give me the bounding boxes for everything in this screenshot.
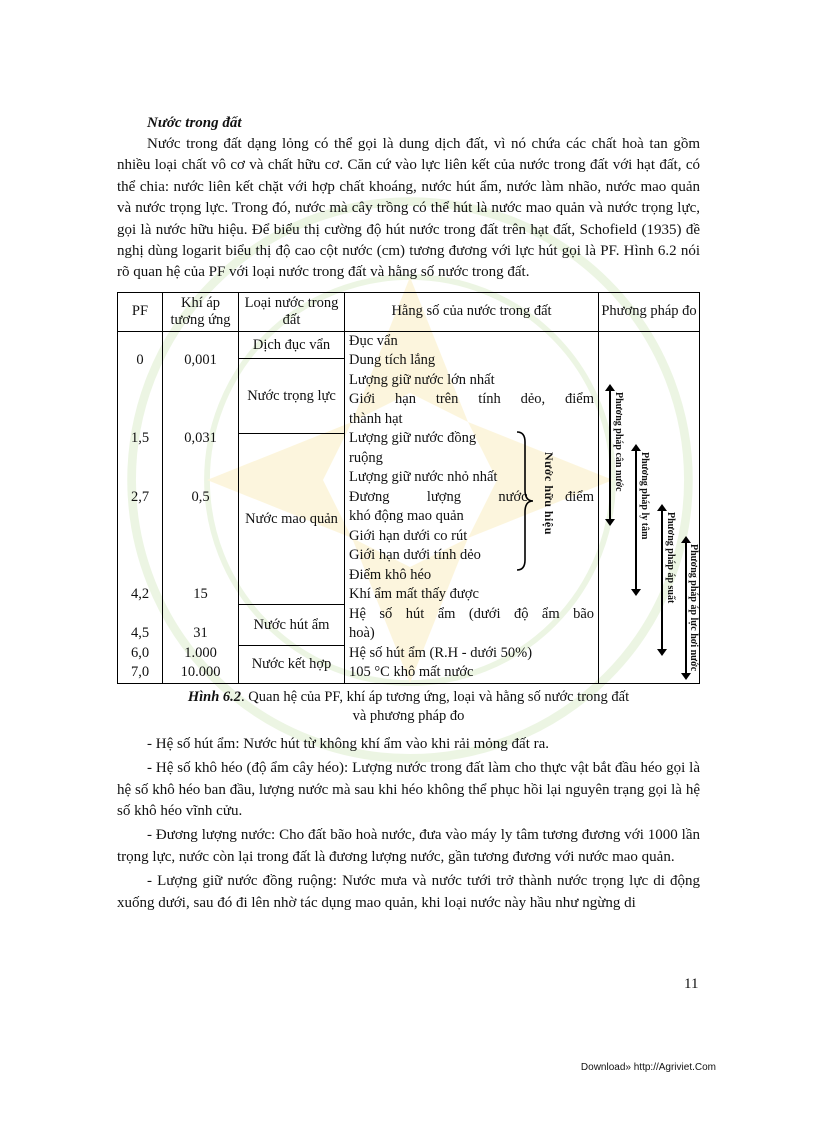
table-cell <box>163 449 238 469</box>
table-cell: 4,2 <box>130 586 150 603</box>
page-number: 11 <box>684 976 699 992</box>
method-arrow-4 <box>685 542 687 674</box>
table-cell: 15 <box>193 586 208 603</box>
figure-caption <box>117 688 700 726</box>
table-cell: 2,7 <box>130 488 150 505</box>
footer-link[interactable]: Download» http://Agriviet.Com <box>580 1062 716 1073</box>
constant-line: Dung tích lắng <box>349 352 436 369</box>
table-cell <box>163 410 238 430</box>
constant-line: Khí ẩm mất thấy được <box>349 586 479 603</box>
constant-line: Đục vẩn <box>349 332 398 349</box>
table-cell <box>163 468 238 488</box>
constant-line: 105 °C khô mất nước <box>349 664 474 681</box>
constant-line: thành hạt <box>349 410 403 427</box>
table-cell: 7,0 <box>130 664 150 681</box>
water-type-turbid: Dịch đục vẩn <box>239 332 344 359</box>
constant-line: Giới hạn dưới co rút <box>349 527 468 544</box>
constant-line: khó động mao quản <box>349 508 464 525</box>
table-cell <box>163 605 238 625</box>
table-cell: 6,0 <box>130 644 150 661</box>
pf-column <box>118 331 163 683</box>
caption-label: Hình 6.2 <box>187 688 242 705</box>
table-cell: 0,031 <box>184 430 217 447</box>
section-title: Nước trong đất <box>147 115 242 131</box>
table-cell <box>118 468 162 488</box>
constant-line: Hệ số hút ẩm (dưới độ ẩm bão <box>349 605 594 622</box>
constant-line: hoà) <box>349 625 375 642</box>
table-cell <box>118 449 162 469</box>
water-type-capillary: Nước mao quản <box>239 434 344 605</box>
water-type-column <box>239 331 345 683</box>
constant-line: Lượng giữ nước nhỏ nhất <box>349 469 498 486</box>
method-arrow-3 <box>661 510 663 650</box>
table-cell <box>163 371 238 391</box>
constant-line: Lượng giữ nước đồng <box>349 430 477 447</box>
caption-text-2: và phương pháp đo <box>352 707 465 724</box>
table-cell <box>118 527 162 547</box>
table-cell <box>118 410 162 430</box>
table-cell: 0,001 <box>184 352 217 369</box>
method-label-4: Phương pháp áp lực hơi nước <box>688 543 699 671</box>
method-column <box>599 331 700 683</box>
intro-paragraph: Nước trong đất dạng lỏng có thể gọi là dung dịch đất, vì nó chứa các chất hoà tan gồm nhiều loại chất vô cơ và chất hữu cơ. Căn cứ vào lực liên kết của nước trong đất với hạt đất, có thể chia: nước liên kết chặt với hợp chất khoáng, nước hút ẩm, nước làm nhão, nước mao quản và nước trọng lực. Trong đó, nước mà cây trồng có thể hút là nước mao quản và nước trọng lực, gọi là nước hữu hiệu. Để biểu thị cường độ hút nước trong đất trên hạt đất, Schofield (1935) đề nghị dùng logarit biểu thị độ cao cột nước (cm) tương đương với lực hút gọi là PF. Hình 6.2 nói rõ quan hệ của PF với loại nước trong đất và hằng số nước trong đất. <box>117 136 700 281</box>
header-method: Phương pháp đo <box>599 292 700 331</box>
table-cell <box>118 605 162 625</box>
table-cell: 4,5 <box>130 625 150 642</box>
table-cell: 0 <box>136 352 144 369</box>
effective-water-label: Nước hữu hiệu <box>542 451 556 535</box>
header-water-type: Loại nước trong đất <box>239 292 345 331</box>
header-pf: PF <box>118 292 163 331</box>
definitions <box>117 734 700 914</box>
table-cell <box>118 390 162 410</box>
header-pressure: Khí áp tương ứng <box>163 292 239 331</box>
table-cell <box>163 527 238 547</box>
constant-column <box>345 331 599 683</box>
method-label-3: Phương pháp áp suất <box>665 511 676 604</box>
water-type-gravity: Nước trọng lực <box>239 359 344 434</box>
table-cell <box>118 546 162 566</box>
definition-wilting: - Hệ số khô héo (độ ẩm cây héo): Lượng nước trong đất làm cho thực vật bắt đầu héo gọi là hệ số khô héo ban đầu, lượng nước mà sau khi héo không thể phục hồi lại nguyên trạng gọi là hệ số khô héo vĩnh cửu. <box>117 760 700 820</box>
header-constant: Hằng số của nước trong đất <box>345 292 599 331</box>
table-cell: 1.000 <box>184 644 217 661</box>
constant-line: Giới hạn trên tính dẻo, điểm <box>349 391 594 408</box>
table-cell: 0,5 <box>191 488 210 505</box>
table-cell <box>163 390 238 410</box>
table-cell <box>118 332 162 352</box>
definition-hygroscopic: - Hệ số hút ẩm: Nước hút từ không khí ẩm vào khi rải mỏng đất ra. <box>147 735 550 752</box>
table-cell <box>163 566 238 586</box>
page-content <box>117 112 700 914</box>
table-cell <box>163 332 238 352</box>
water-type-bound: Nước kết hợp <box>251 656 332 673</box>
water-type-hygroscopic: Nước hút ẩm <box>239 605 344 646</box>
table-cell <box>118 566 162 586</box>
table-cell <box>118 507 162 527</box>
constant-line: ruộng <box>349 449 383 466</box>
table-header-row <box>118 292 700 331</box>
brace-icon <box>515 430 535 572</box>
method-label-1: Phương pháp cân nước <box>613 391 624 492</box>
method-arrow-2 <box>635 450 637 590</box>
constant-line: Giới hạn dưới tính dẻo <box>349 547 481 564</box>
constant-line: Đương lượng nước điểm <box>349 488 594 505</box>
definition-field-capacity: - Lượng giữ nước đồng ruộng: Nước mưa và nước tưới trở thành nước trọng lực di động xuống dưới, sau đó đi lên nhờ tác dụng mao quản, khi loại nước này hầu như ngừng di <box>117 873 700 911</box>
table-cell <box>163 507 238 527</box>
constant-line: Lượng giữ nước lớn nhất <box>349 371 495 388</box>
caption-text: . Quan hệ của PF, khí áp tương ứng, loại và hằng số nước trong đất <box>241 688 630 705</box>
table-cell <box>118 371 162 391</box>
method-label-2: Phương pháp ly tâm <box>639 451 650 540</box>
pressure-column <box>163 331 239 683</box>
table-body-row <box>118 331 700 683</box>
table-cell: 1,5 <box>130 430 150 447</box>
constant-line: Điểm khô héo <box>349 566 432 583</box>
pf-table <box>117 292 700 684</box>
constant-line: Hệ số hút ẩm (R.H - dưới 50%) <box>349 644 533 661</box>
table-cell: 31 <box>193 625 208 642</box>
method-arrow-1 <box>609 390 611 520</box>
table-cell: 10.000 <box>180 664 221 681</box>
table-cell <box>163 546 238 566</box>
definition-moisture-equivalent: - Đương lượng nước: Cho đất bão hoà nước, đưa vào máy ly tâm tương đương với 1000 lần trọng lực, nước còn lại trong đất là đương lượng nước, gần tương đương với nước mao quản. <box>117 827 700 865</box>
